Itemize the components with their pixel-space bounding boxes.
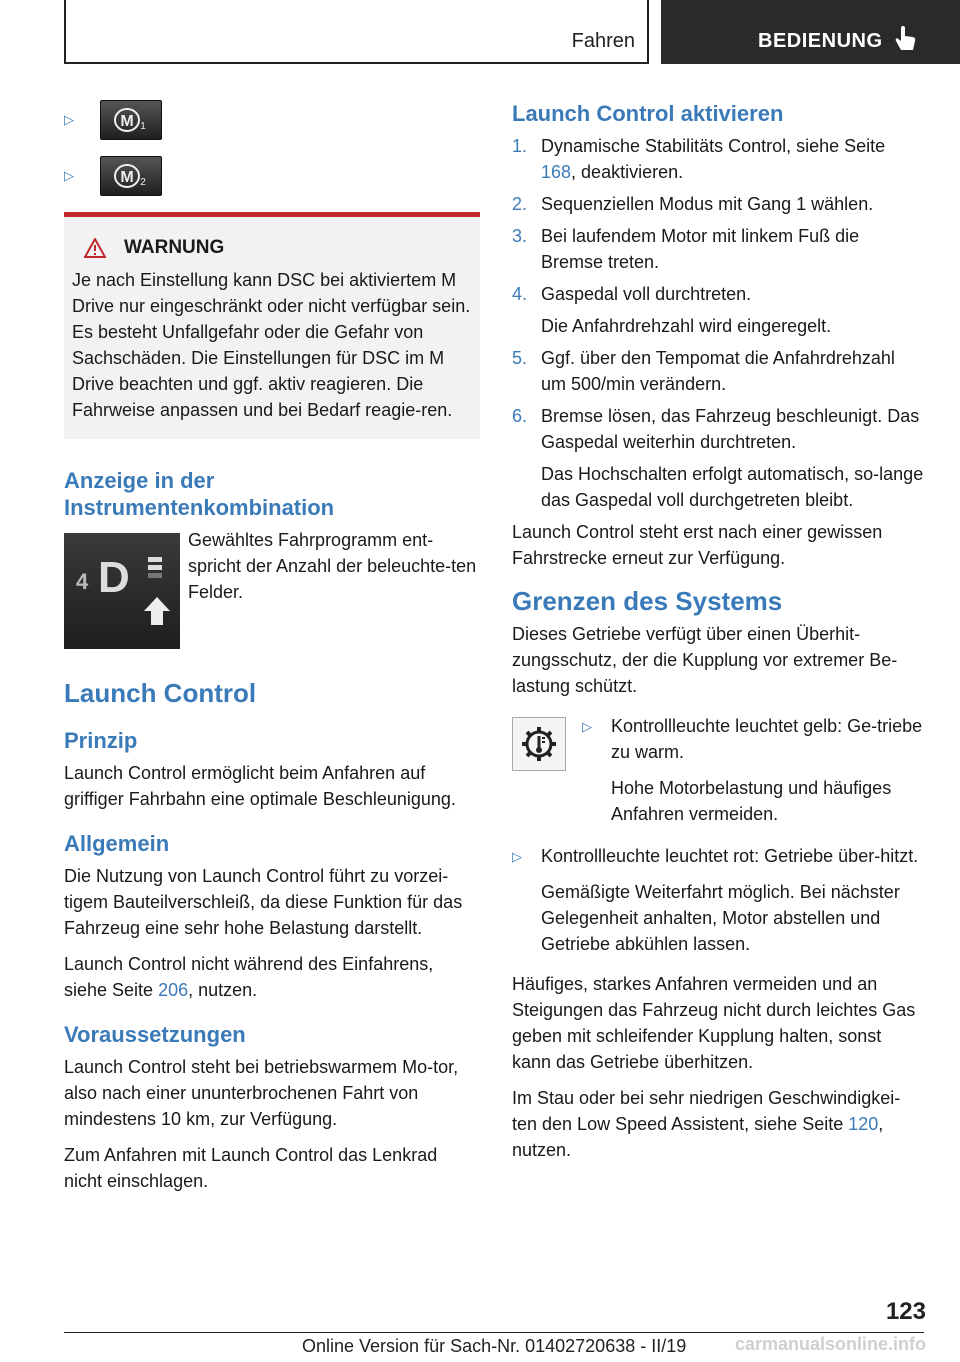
aktivieren-after: Launch Control steht erst nach einer gewissen Fahrstrecke erneut zur Verfügung. [512, 522, 883, 568]
right-column [512, 100, 924, 1173]
step-item: 1. Dynamische Stabilitäts Control, siehe Seite 168, deaktivieren. [512, 136, 886, 182]
lamp-yellow-text: Kontrollleuchte leuchtet gelb: Ge-triebe zu warm. [611, 716, 923, 762]
step-item: 3. Bei laufendem Motor mit linkem Fuß die Bremse treten. [512, 226, 860, 272]
aktivieren-steps [512, 133, 924, 513]
grenzen-text: Dieses Getriebe verfügt über einen Überhit-zungsschutz, der die Kupplung vor extremer Be-lastung schützt. [512, 624, 898, 696]
allgemein-text-2: Launch Control nicht während des Einfahrens, siehe Seite 206, nutzen. [64, 954, 434, 1000]
grenzen-text-2: Häufiges, starkes Anfahren vermeiden und an Steigungen das Fahrzeug nicht durch leichtes Gas geben mit schleifender Kupplung halten, sonst kann das Getriebe überhitzen. [512, 974, 916, 1072]
aktivieren-heading: Launch Control aktivieren [512, 101, 784, 126]
lamp-red-item [512, 843, 924, 957]
footer-version: Online Version für Sach-Nr. 01402720638 - II/19 [302, 1336, 687, 1356]
triangle-bullet-icon: ▷ [64, 112, 74, 127]
m1-button-icon [100, 100, 162, 140]
upshift-arrow-icon [142, 553, 172, 633]
hand-pointer-icon [895, 26, 917, 52]
instrument-display-image [64, 533, 180, 649]
page-link-206[interactable]: 206 [158, 980, 189, 1000]
page-link-120[interactable]: 120 [848, 1114, 879, 1134]
prinzip-text: Launch Control ermöglicht beim Anfahren auf griffiger Fahrbahn eine optimale Beschleunigung. [64, 763, 456, 809]
lamp-row [512, 713, 924, 837]
m2-button-icon [100, 156, 162, 196]
header-chapter-box [661, 0, 960, 64]
allgemein-text-1: Die Nutzung von Launch Control führt zu vorzei-tigem Bauteilverschleiß, da diese Funktion für das Fahrzeug eine sehr hohe Belastung darstellt. [64, 866, 463, 938]
prinzip-heading: Prinzip [64, 728, 138, 753]
grenzen-heading: Grenzen des Systems [512, 586, 783, 616]
voraussetzungen-heading: Voraussetzungen [64, 1022, 246, 1047]
anzeige-row [64, 527, 480, 649]
watermark: carmanualsonline.info [734, 1334, 926, 1354]
m1-label: M [120, 113, 134, 130]
header-section-label: Fahren [571, 30, 635, 52]
allgemein-heading: Allgemein [64, 831, 170, 856]
lamp-red-sub: Gemäßigte Weiterfahrt möglich. Bei nächster Gelegenheit anhalten, Motor abstellen und Getriebe abkühlen lassen. [541, 882, 900, 954]
warning-box [64, 212, 480, 439]
left-column [64, 100, 480, 1204]
grenzen-text-3: Im Stau oder bei sehr niedrigen Geschwindigkei-ten den Low Speed Assistent, siehe Seite 120, nutzen. [512, 1088, 901, 1160]
triangle-bullet-icon: ▷ [582, 719, 592, 734]
m2-sub: 2 [140, 177, 146, 188]
step-item: 2. Sequenziellen Modus mit Gang 1 wählen. [512, 194, 874, 214]
lamp-yellow-sub: Hohe Motorbelastung und häufiges Anfahren vermeiden. [611, 778, 892, 824]
mbutton-row-1 [64, 100, 480, 140]
warning-title [72, 237, 472, 259]
launch-control-title: Launch Control [64, 678, 257, 708]
step-item: 5. Ggf. über den Tempomat die Anfahrdrehzahl um 500/min verändern. [512, 348, 895, 394]
footer-divider [64, 1332, 924, 1333]
lamp-yellow-item [582, 713, 924, 827]
warning-title-text: WARNUNG [124, 237, 225, 258]
header-section-box [64, 0, 649, 64]
display-mode: D [98, 553, 130, 602]
m1-sub: 1 [140, 121, 146, 132]
step-subtext: Das Hochschalten erfolgt automatisch, so-lange das Gaspedal voll durchgetreten bleibt. [541, 464, 924, 510]
triangle-bullet-icon: ▷ [64, 168, 74, 183]
step-subtext: Die Anfahrdrehzahl wird eingeregelt. [541, 316, 832, 336]
triangle-bullet-icon: ▷ [512, 849, 522, 864]
lamp-red-text: Kontrollleuchte leuchtet rot: Getriebe über-hitzt. [541, 846, 919, 866]
page-link-168[interactable]: 168 [541, 162, 572, 182]
mbutton-row-2 [64, 156, 480, 196]
anzeige-text: Gewähltes Fahrprogramm ent-spricht der Anzahl der beleuchte-ten Felder. [188, 530, 477, 602]
step-item: 4. Gaspedal voll durchtreten. Die Anfahrdrehzahl wird eingeregelt. [512, 281, 924, 339]
step-item: 6. Bremse lösen, das Fahrzeug beschleunigt. Das Gaspedal weiterhin durchtreten. Das Hochschalten erfolgt automatisch, so-lange das Gaspedal voll durchgetreten bleibt. [512, 403, 924, 513]
page-number: 123 [885, 1298, 926, 1325]
header-chapter-label: BEDIENUNG [758, 30, 883, 52]
anzeige-heading: Anzeige in der Instrumentenkombination [64, 468, 335, 520]
display-gear: 4 [76, 569, 89, 594]
voraussetzungen-text-1: Launch Control steht bei betriebswarmem Mo-tor, also nach einer ununterbrochenen Fahrt von mindestens 10 km, zur Verfügung. [64, 1057, 459, 1129]
m2-label: M [120, 169, 134, 186]
voraussetzungen-text-2: Zum Anfahren mit Launch Control das Lenkrad nicht einschlagen. [64, 1145, 438, 1191]
warning-text: Je nach Einstellung kann DSC bei aktiviertem M Drive nur eingeschränkt oder nicht verfügbar sein. Es besteht Unfallgefahr oder die Gefahr von Sachschäden. Die Einstellungen für DSC im M Drive beachten und ggf. aktiv reagieren. Die Fahrweise anpassen und bei Bedarf reagie-ren. [72, 270, 471, 420]
gearbox-temperature-icon [512, 717, 566, 771]
warning-triangle-icon [84, 238, 106, 258]
